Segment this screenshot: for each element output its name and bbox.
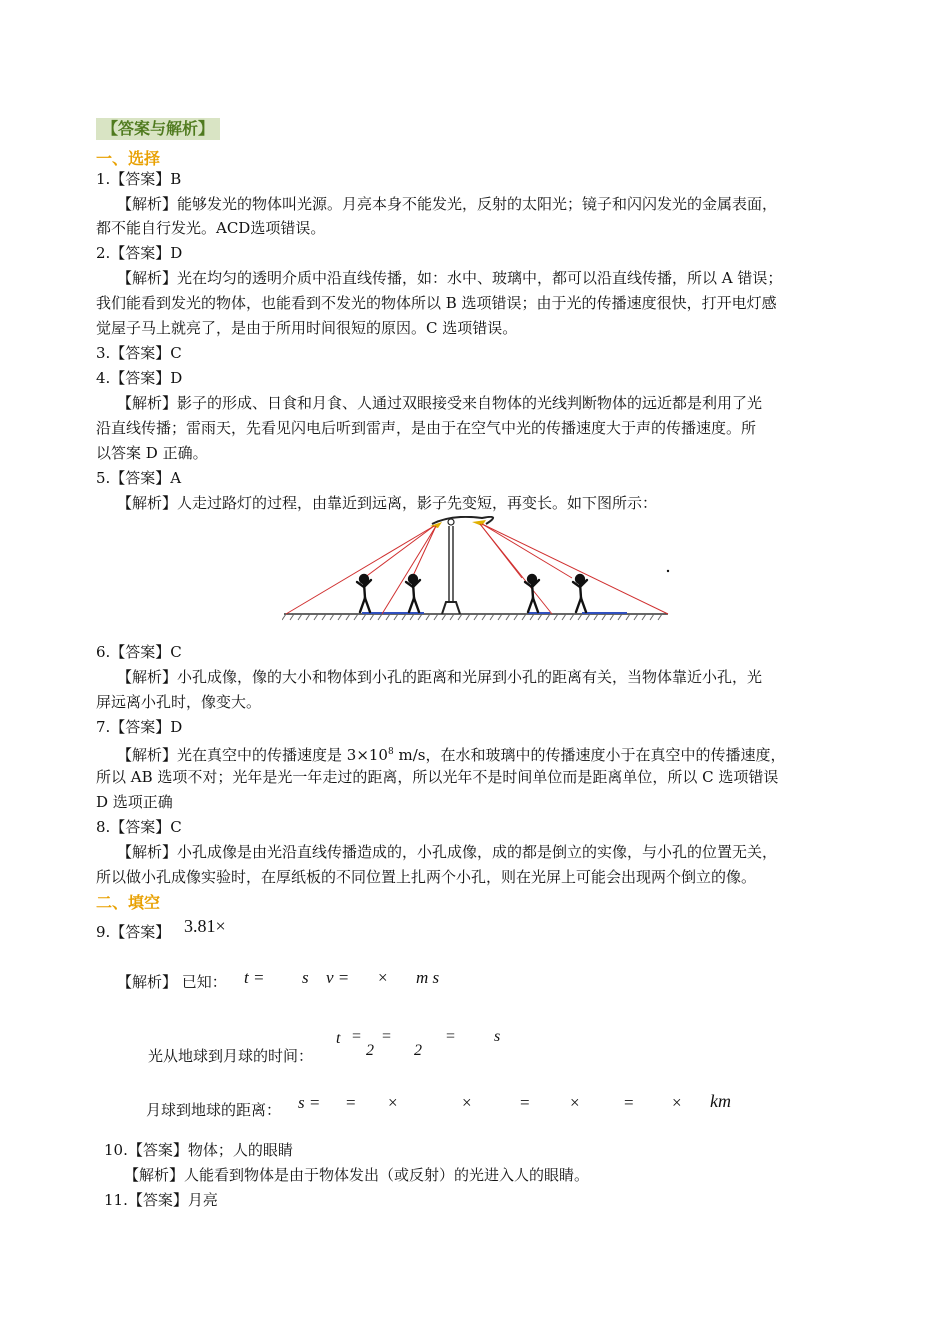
q7-explain-2: 所以 AB 选项不对；光年是光一年走过的距离，所以光年不是时间单位而是距离单位，所以 C 选项错误 [96,768,779,786]
q11-answer: 11.【答案】月亮 [104,1191,218,1209]
math-t-eq: t = [244,968,265,987]
math-s1: s [302,968,309,987]
math-eq3: = [446,1028,456,1045]
q8-explain-2: 所以做小孔成像实验时，在厚纸板的不同位置上扎两个小孔，则在光屏上可能会出现两个倒立的像。 [96,868,757,886]
q7-answer: 7.【答案】D [96,718,183,736]
q6-explain-2: 屏远离小孔时，像变大。 [96,693,262,711]
q7-explain-1: 【解析】光在真空中的传播速度是 $3\times 10^8$ m/s，在水和玻璃中的传播速度小于在真空中的传播速度， [117,746,786,764]
math-x5: × [672,1093,682,1112]
q2-explain-1: 【解析】光在均匀的透明介质中沿直线传播，如：水中、玻璃中，都可以沿直线传播，所以 A 错误； [117,269,783,287]
q7-explain-3: D 选项正确 [96,793,173,811]
math-x1: × [378,968,388,987]
q1-explain-1: 【解析】能够发光的物体叫光源。月亮本身不能发光，反射的太阳光；镜子和闪闪发光的金属表面， [117,195,778,213]
q9-explain-known: 【解析】 已知： [117,973,227,991]
math-t2: t [336,1030,341,1047]
q2-explain-2: 我们能看到发光的物体，也能看到不发光的物体所以 B 选项错误；由于光的传播速度很快，打开电灯感 [96,294,777,312]
math-s-eq: s = [298,1093,321,1112]
math-km: km [710,1091,731,1111]
math-x3: × [462,1093,472,1112]
q6-explain-1: 【解析】小孔成像，像的大小和物体到小孔的距离和光屏到小孔的距离有关，当物体靠近小孔，光 [117,668,763,686]
q9-explain-distance: 月球到地球的距离： [146,1101,282,1119]
math-eq1: = [352,1028,362,1045]
q4-explain-1: 【解析】影子的形成、日食和月食、人通过双眼接受来自物体的光线判断物体的远近都是利用了光 [117,394,763,412]
q2-explain-3: 觉屋子马上就亮了，是由于所用时间很短的原因。C 选项错误。 [96,319,518,337]
q9-answer-value: 3.81× [184,916,226,936]
q10-answer: 10.【答案】物体；人的眼睛 [104,1141,293,1159]
q8-answer: 8.【答案】C [96,818,182,836]
q4-explain-2: 沿直线传播；雷雨天，先看见闪电后听到雷声，是由于在空气中光的传播速度大于声的传播速度。所 [96,419,757,437]
streetlamp-shadow-diagram [282,516,672,624]
math-x4: × [570,1093,580,1112]
math-eq4: = [346,1093,356,1112]
q5-answer: 5.【答案】A [96,469,182,487]
math-x2: × [388,1093,398,1112]
q9-answer: 9.【答案】 [96,923,171,941]
q8-explain-1: 【解析】小孔成像是由光沿直线传播造成的，小孔成像，成的都是倒立的实像，与小孔的位置无关， [117,843,778,861]
math-ms: m s [416,968,440,987]
q2-answer: 2.【答案】D [96,244,183,262]
q6-answer: 6.【答案】C [96,643,182,661]
section-fill: 二、填空 [96,893,161,912]
q1-answer: 1.【答案】B [96,170,182,188]
q4-explain-3: 以答案 D 正确。 [96,444,208,462]
q4-answer: 4.【答案】D [96,369,183,387]
math-v-eq: v = [326,968,350,987]
section-choice: 一、选择 [96,149,161,168]
math-eq2: = [382,1028,392,1045]
math-eq6: = [624,1093,634,1112]
q1-explain-2: 都不能自行发光。ACD选项错误。 [96,219,326,237]
q3-answer: 3.【答案】C [96,344,182,362]
math-eq5: = [520,1093,530,1112]
answer-title: 【答案与解析】 [96,118,220,140]
math-two1: 2 [366,1042,374,1059]
math-two2: 2 [414,1042,422,1059]
q5-explain: 【解析】人走过路灯的过程，由靠近到远离，影子先变短，再变长。如下图所示： [117,494,658,512]
q9-explain-time: 光从地球到月球的时间： [148,1047,314,1065]
q10-explain: 【解析】人能看到物体是由于物体发出（或反射）的光进入人的眼睛。 [124,1166,590,1184]
math-s2: s [494,1028,501,1045]
